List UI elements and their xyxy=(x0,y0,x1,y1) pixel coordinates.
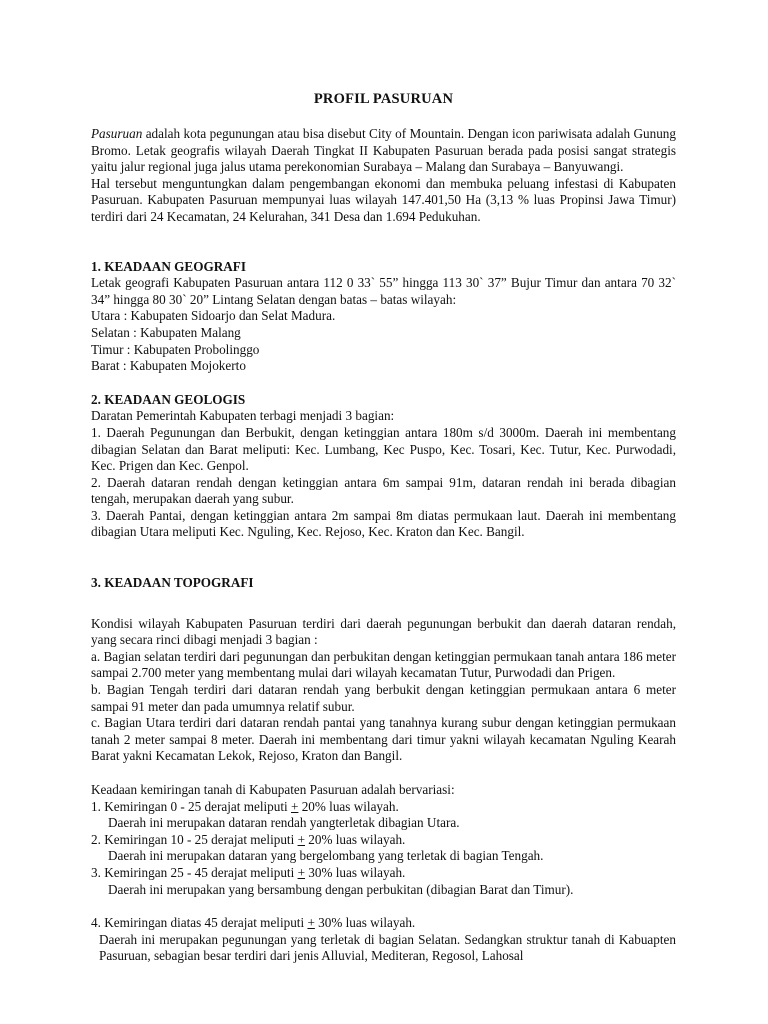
geologis-lead: Daratan Pemerintah Kabupaten terbagi menjadi 3 bagian: xyxy=(91,408,395,424)
slope-3-text: 3. Kemiringan 25 - 45 derajat meliputi xyxy=(91,864,298,880)
slope-1-text: 1. Kemiringan 0 - 25 derajat meliputi xyxy=(91,798,291,814)
slope-1-value: 20% luas wilayah. xyxy=(298,798,399,814)
section-heading-geologis: 2. KEADAAN GEOLOGIS xyxy=(91,391,246,407)
plus-minus-sign: + xyxy=(297,831,305,847)
border-east: Timur : Kabupaten Probolinggo xyxy=(91,341,260,357)
geologis-item-2: 2. Daerah dataran rendah dengan ketinggian antara 6m sampai 91m, dataran rendah ini berada dibagian tengah, merupakan daerah yang subur. xyxy=(91,474,676,507)
border-north: Utara : Kabupaten Sidoarjo dan Selat Madura. xyxy=(91,308,336,324)
topografi-item-c: c. Bagian Utara terdiri dari dataran rendah pantai yang tanahnya kurang subur dengan ketinggian permukaan tanah 2 meter sampai 8 meter. Daerah ini membentang dari timur yakni wilayah kecamatan Nguling Kearah Barat yakni Kecamatan Lekok, Rejoso, Kraton dan Bangil. xyxy=(91,715,676,764)
plus-minus-sign: + xyxy=(307,915,315,931)
border-south: Selatan : Kabupaten Malang xyxy=(91,324,241,340)
topografi-item-a: a. Bagian selatan terdiri dari pegunungan dan perbukitan dengan ketinggian permukaan tanah antara 186 meter sampai 2.700 meter yang membentang mulai dari wilayah kecamatan Tutur, Purwodadi dan Prigen. xyxy=(91,648,676,681)
geologis-item-3: 3. Daerah Pantai, dengan ketinggian antara 2m sampai 8m diatas permukaan laut. Daerah ini membentang dibagian Utara meliputi Kec. Nguling, Kec. Rejoso, Kec. Kraton dan Kec. Bangil. xyxy=(91,507,676,540)
slope-3-value: 30% luas wilayah. xyxy=(305,864,406,880)
intro-paragraph-2: Hal tersebut menguntungkan dalam pengembangan ekonomi dan membuka peluang infestasi di Kabupaten Pasuruan. Kabupaten Pasuruan mempunyai luas wilayah 147.401,50 Ha (3,13 % luas Propinsi Jawa Timur) terdiri dari 24 Kecamatan, 24 Kelurahan, 341 Desa dan 1.694 Pedukuhan. xyxy=(91,175,676,224)
slope-4-text: 4. Kemiringan diatas 45 derajat meliputi xyxy=(91,915,308,931)
geologis-item-1: 1. Daerah Pegunungan dan Berbukit, dengan ketinggian antara 180m s/d 3000m. Daerah ini membentang dibagian Selatan dan Barat meliputi: Kec. Lumbang, Kec Puspo, Kec. Tosari, Kec. Tutur, Kec. Purwodadi, Kec. Prigen dan Kec. Genpol. xyxy=(91,424,676,474)
slope-desc-3: Daerah ini merupakan yang bersambung dengan perbukitan (dibagian Barat dan Timur). xyxy=(108,881,574,897)
slope-desc-1: Daerah ini merupakan dataran rendah yangterletak dibagian Utara. xyxy=(108,815,460,831)
page-title: PROFIL PASURUAN xyxy=(313,91,454,107)
slope-4-value: 30% luas wilayah. xyxy=(314,915,416,931)
slope-item-1 xyxy=(91,799,676,816)
geografi-lead: Letak geografi Kabupaten Pasuruan antara 112 0 33` 55” hingga 113 30` 37” Bujur Timur dan antara 70 32` 34” hingga 80 30` 20” Lintang Selatan dengan batas – batas wilayah: xyxy=(91,275,676,307)
intro-paragraph-1 xyxy=(91,126,676,176)
slope-item-2 xyxy=(91,832,676,849)
slope-desc-4: Daerah ini merupakan pegunungan yang terletak di bagian Selatan. Sedangkan struktur tanah di Kabuapten Pasuruan, sebagian besar terdiri dari jenis Alluvial, Mediteran, Regosol, Lahosal xyxy=(99,931,676,964)
plus-minus-sign: + xyxy=(290,798,299,814)
slope-item-3 xyxy=(91,865,676,882)
plus-minus-sign: + xyxy=(297,864,305,880)
section-heading-geografi: 1. KEADAAN GEOGRAFI xyxy=(91,258,246,274)
section-heading-topografi: 3. KEADAAN TOPOGRAFI xyxy=(91,575,254,591)
border-west: Barat : Kabupaten Mojokerto xyxy=(91,358,246,374)
intro-italic-lead: Pasuruan xyxy=(91,126,143,141)
document-body xyxy=(91,90,676,965)
slope-lead: Keadaan kemiringan tanah di Kabupaten Pasuruan adalah bervariasi: xyxy=(91,782,455,797)
slope-item-4 xyxy=(91,915,676,932)
intro-p1-text: adalah kota pegunungan atau bisa disebut City of Mountain. Dengan icon pariwisata adalah Gunung Bromo. Letak geografis wilayah Daerah Tingkat II Kabupaten Pasuruan berada pada posisi sangat strategis yaitu jalur regional juga jalus utama perekonomian Surabaya – Malang dan Surabaya – Banyuwangi. xyxy=(91,126,676,175)
slope-desc-2: Daerah ini merupakan dataran yang bergelombang yang terletak di bagian Tengah. xyxy=(108,848,544,864)
topografi-item-b: b. Bagian Tengah terdiri dari dataran rendah yang berbukit dengan ketinggian permukaan antara 6 meter sampai 91 meter dan pada umumnya relatif subur. xyxy=(91,682,676,714)
topografi-lead: Kondisi wilayah Kabupaten Pasuruan terdiri dari daerah pegunungan berbukit dan daerah dataran rendah, yang secara rinci dibagi menjadi 3 bagian : xyxy=(91,615,676,648)
slope-2-value: 20% luas wilayah. xyxy=(305,831,406,847)
slope-2-text: 2. Kemiringan 10 - 25 derajat meliputi xyxy=(91,831,298,847)
